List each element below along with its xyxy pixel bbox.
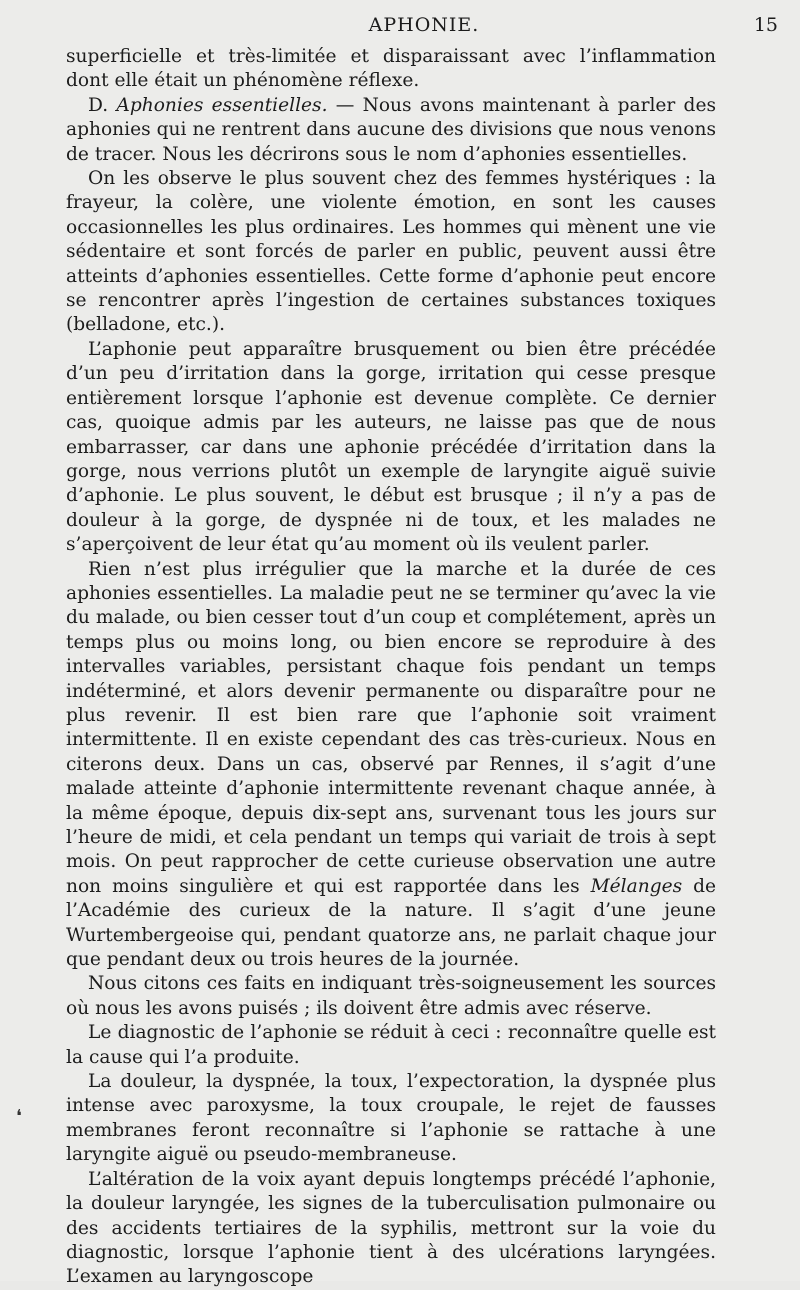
page-header <box>66 14 782 44</box>
melanges-italic: Mélanges <box>590 875 683 897</box>
paragraph-ulcerations: L’altération de la voix ayant depuis longtemps précédé l’aphonie, la douleur laryngée, les signes de la tuberculisation pulmonaire ou des accidents tertiaires de la syphilis, mettront sur la voie du diagnostic, lorsque l’aphonie tient à des ulcérations laryngées. L’examen au laryngoscope <box>66 1168 716 1288</box>
paragraph-aphonies-essentielles <box>66 94 716 167</box>
section-label: D. <box>88 94 109 116</box>
paragraph-laryngite: La douleur, la dyspnée, la toux, l’expectoration, la dyspnée plus intense avec paroxysme, la toux croupale, le rejet de fausses membranes feront reconnaître si l’aphonie se rattache à une laryngite aiguë ou pseudo-membraneuse. <box>66 1071 716 1166</box>
paragraph-sources: Nous citons ces faits en indiquant très-soigneusement les sources où nous les avons puisés ; ils doivent être admis avec réserve. <box>66 973 716 1019</box>
running-title: APHONIE. <box>368 14 480 36</box>
paragraph-debut: L’aphonie peut apparaître brusquement ou bien être précédée d’un peu d’irritation dans la gorge, irritation qui cesse presque entièrement lorsque l’aphonie est devenue complète. Ce dernier cas, quoique admis par les auteurs, ne laisse pas que de nous embarrasser, car dans une aphonie précédée d’irritation dans la gorge, nous verrions plutôt un exemple de laryngite aiguë suivie d’aphonie. Le plus souvent, le début est brusque ; il n’y a pas de douleur à la gorge, de dyspnée ni de toux, et les malades ne s’aperçoivent de leur état qu’au moment où ils veulent parler. <box>66 338 716 556</box>
paragraph-causes: On les observe le plus souvent chez des femmes hystériques : la frayeur, la colère, une violente émotion, en sont les causes occasionnelles les plus ordinaires. Les hommes qui mènent une vie sédentaire et sont forcés de parler en public, peuvent aussi être atteints d’aphonies essentielles. Cette forme d’aphonie peut encore se rencontrer après l’ingestion de certaines substances toxiques (belladone, etc.). <box>66 168 716 336</box>
section-title: Aphonies essentielles. <box>116 94 328 116</box>
paragraph-marche-duree <box>66 558 716 973</box>
paragraph-diagnostic: Le diagnostic de l’aphonie se réduit à ceci : reconnaître quelle est la cause qui l’a produite. <box>66 1022 716 1068</box>
section-intro-text: — Nous avons maintenant à parler des aphonies qui ne rentrent dans aucune des divisions que nous venons de tracer. Nous les décrirons sous le nom d’aphonies essentielles. <box>66 94 716 165</box>
paragraph-marche-text: Rien n’est plus irrégulier que la marche et la durée de ces aphonies essentielles. La maladie peut ne se terminer qu’avec la vie du malade, ou bien cesser tout d’un coup et complétement, après un temps plus ou moins long, ou bien encore se reproduire à des intervalles variables, persistant chaque fois pendant un temps indéterminé, et alors devenir permanente ou disparaître pour ne plus revenir. Il est bien rare que l’aphonie soit vraiment intermittente. Il en existe cependant des cas très-curieux. Nous en citerons deux. Dans un cas, observé par Rennes, il s’agit d’une malade atteinte d’aphonie intermittente revenant chaque année, à la même époque, depuis dix-sept ans, survenant tous les jours sur l’heure de midi, et cela pendant un temps qui variait de trois à sept mois. On peut rapprocher de cette curieuse observation une autre non moins singulière et qui est rapportée dans les <box>66 558 716 897</box>
paragraph-continuation: superficielle et très-limitée et disparaissant avec l’inflammation dont elle était un phénomène réflexe. <box>66 46 716 92</box>
paragraph-marche-text-after: de l’Académie des curieux de la nature. Il s’agit d’une jeune Wurtembergeoise qui, pendant quatorze ans, ne parlait chaque jour que pendant deux ou trois heures de la journée. <box>66 875 716 971</box>
body-text <box>66 45 716 1290</box>
margin-mark: ❛ <box>16 1106 22 1127</box>
page-number: 15 <box>753 14 778 36</box>
